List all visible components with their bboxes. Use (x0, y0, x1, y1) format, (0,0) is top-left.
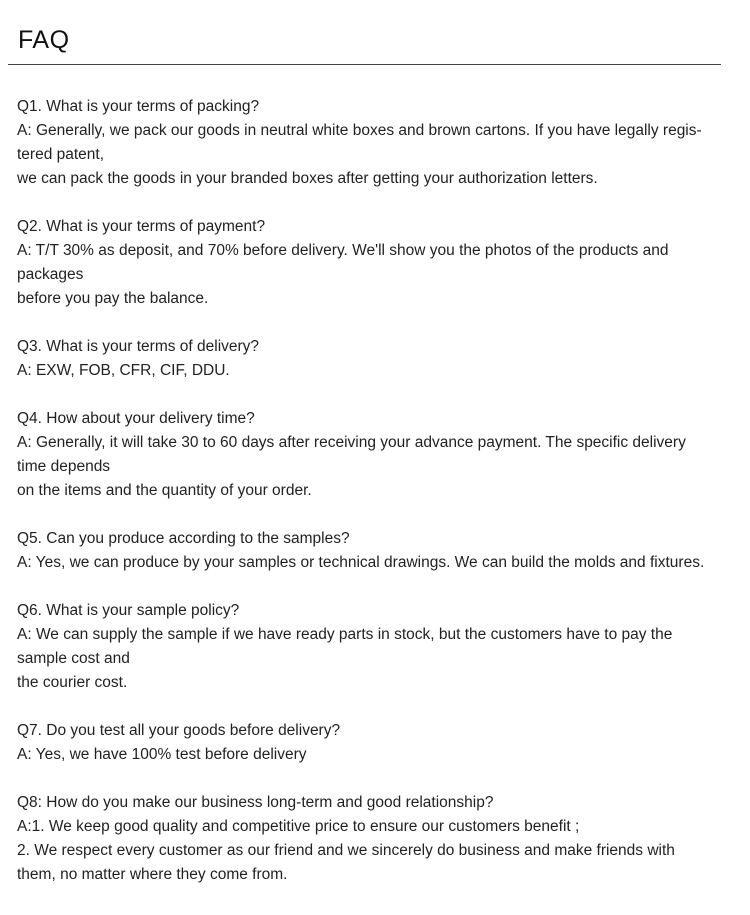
faq-item-2 (17, 215, 742, 311)
page-title: FAQ (18, 26, 70, 54)
faq-question: Q1. What is your terms of packing? (17, 98, 260, 115)
faq-item-3 (17, 335, 742, 383)
faq-question: Q4. How about your delivery time? (17, 410, 255, 427)
faq-answer-line: A: Yes, we have 100% test before delivery (17, 746, 307, 763)
faq-list (17, 95, 742, 911)
title-divider (8, 64, 721, 65)
faq-answer-line: before you pay the balance. (17, 290, 209, 307)
faq-answer-line: A: We can supply the sample if we have ready parts in stock, but the customers have to pay the (17, 626, 673, 643)
faq-question: Q3. What is your terms of delivery? (17, 338, 260, 355)
faq-answer-line: A:1. We keep good quality and competitive price to ensure our customers benefit ; (17, 818, 580, 835)
faq-answer-line: A: Generally, it will take 30 to 60 days after receiving your advance payment. The specific delivery (17, 434, 686, 451)
faq-answer-line: packages (17, 266, 84, 283)
faq-answer-line: tered patent, (17, 146, 105, 163)
faq-answer-line: the courier cost. (17, 674, 128, 691)
faq-item-6 (17, 599, 742, 695)
faq-answer-line: A: Generally, we pack our goods in neutral white boxes and brown cartons. If you have legally regis- (17, 122, 702, 139)
faq-answer-line: A: Yes, we can produce by your samples or technical drawings. We can build the molds and fixtures. (17, 554, 705, 571)
faq-question: Q7. Do you test all your goods before delivery? (17, 722, 341, 739)
faq-answer-line: time depends (17, 458, 111, 475)
faq-item-7 (17, 719, 742, 767)
faq-answer-line: 2. We respect every customer as our friend and we sincerely do business and make friends with (17, 842, 675, 859)
faq-answer-line: we can pack the goods in your branded boxes after getting your authorization letters. (17, 170, 598, 187)
faq-answer-line: them, no matter where they come from. (17, 866, 288, 883)
faq-answer-line: A: T/T 30% as deposit, and 70% before delivery. We'll show you the photos of the products and (17, 242, 669, 259)
faq-answer-line: A: EXW, FOB, CFR, CIF, DDU. (17, 362, 230, 379)
faq-question: Q6. What is your sample policy? (17, 602, 240, 619)
faq-question: Q5. Can you produce according to the samples? (17, 530, 350, 547)
faq-item-4 (17, 407, 742, 503)
faq-answer-line: sample cost and (17, 650, 130, 667)
faq-item-8 (17, 791, 742, 887)
faq-item-1 (17, 95, 742, 191)
faq-question: Q8: How do you make our business long-term and good relationship? (17, 794, 494, 811)
faq-question: Q2. What is your terms of payment? (17, 218, 266, 235)
faq-item-5 (17, 527, 742, 575)
faq-answer-line: on the items and the quantity of your order. (17, 482, 312, 499)
